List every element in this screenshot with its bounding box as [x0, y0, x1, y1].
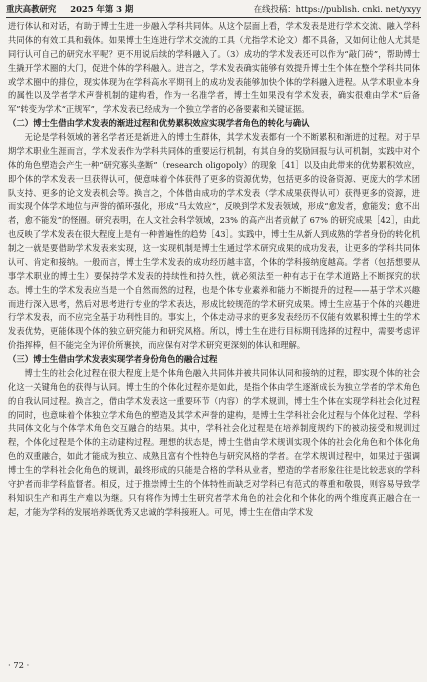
- paragraph-section-3: 博士生的社会化过程在很大程度上是个体角色融入共同体并被共同体认同和接纳的过程，即实现个体的社会化这一关键角色的获得与认同。博士生的个体化过程亦是如此，是指个体由学生逐渐成长为独立学者的学术角色的自我认同过程。换言之，借由学术发表这一重要环节（内容）的学术规训，博士生个体在实现学科社会化过程的同时，也意味着个体独立学术角色的塑造及其学术声誉的建构，是博士生学科社会化过程与个体化过程、学科共同体文化与个体学术角色交互融合的结果。其中，学科社会化过程是在培养制度规约下的被动接受和规训过程，个体化过程是个体的主动建构过程。理想的状态是，博士生借由学术规训实现个体的社会化角色和个体化角色的双重融合，如此才能成为独立、成熟且富有个性特色与研究风格的学者。在学术规训过程中，如果过于强调博士生的学科社会化角色的规训，最终形成的只能是合格的学科从业者，塑造的学者形象往往是比较悲哀的学科守护者而非学科监督者。相反，过于推崇博士生的个体特性而缺乏对学科已有范式的尊重和敬畏，则容易导致学科知识生产和再生产难以为继。只有将作为博士生研究者学术角色的社会化和个体化的两个维度真正融合在一起，才能为学科的发展培养既优秀又忠诚的学科接班人。可见，博士生在借由学术发: [8, 367, 420, 517]
- submission-url: 在线投稿：https://publish. cnki. net/yxyy: [253, 4, 421, 14]
- paragraph-continuation: 进行体认和对话，有助于博士生进一步融入学科共同体。从这个层面上看，学术发表是进行学术交流、融入学科共同体的有效工具和载体。如果博士生连进行学术交流的工具（尤指学术论文）都不具备，又如何让他人尤其是同行认可自己的研究水平呢？更不用说后续的学科融入了。（3）成功的学术发表还可以作为“敲门砖”，帮助博士生撬开学术圈的大门，促进个体的学科融入。进言之，学术发表确实能够有效提升博士生个体在整个学科共同体或学术圈中的排位，现实体现为在学科高水平期刊上的成功发表能够加快个体的学科融入进程。从学术职业本身的属性以及学者学术声誉机制的建构看，作为一名准学者，博士生如果没有学术发表，确实很难由学术“后备军”转变为学术“正规军”，学术发表已经成为一个独立学者的必备要素和关键证据。: [8, 21, 420, 115]
- section-heading-3: （三）博士生借由学术发表实现学者身份角色的融合过程: [8, 354, 218, 364]
- journal-info: [6, 2, 133, 16]
- page-number: · 72 ·: [8, 660, 30, 670]
- paragraph-section-2: 无论是学科领域的著名学者还是新进入的博士生群体，其学术发表都有一个不断累积和渐进的过程。对于早期学术职业生涯而言，学术发表作为学科共同体的重要运行机制，有其自身的奖励回报与认可机制，实践中对个体的角色塑造会产生一种“研究寡头垄断”（research oligopoly）的现象［41］以及由此带来的优势累积效应，即个体的学术发表一旦获得认可，便意味着个体获得了更多的资源优势，包括更多的设备资源、更庞大的学术团队支持、更多的论文发表机会等。换言之，个体借由成功的学术发表（学术成果获得认可）获得更多的资源，进而实现个体学术地位与声誉的循环强化，形成“马太效应”，反映到学术发表领域，形成“愈发者，愈能发；愈不出者，愈不能发”的怪圈。研究表明，在人文社会科学领域，23% 的高产出者贡献了 67% 的研究成果［42］，由此也反映了学术发表在很大程度上是有一种普遍性的趋势［43］。实践中，博士生从新人到成熟的学者身份的转化机制之一就是要借助学术发表来实现，这一实现机制是博士生通过学术研究成果的成功发表，让更多的学科共同体认可、肯定和接纳。一般而言，博士生学术发表的成功经历越丰富，个体的学科接纳度越高。学者（包括想要从事学术职业的博士生）要保持学术发表的持续性和持久性，就必须法至一种有志于在学术道路上不断探究的状态。博士生的学术发表应当是一个自然而然的过程，也是个体专业素养和能力不断提升的过程——基于学术兴趣而进行深入思考，然后对思考进行专业的学术表达，形成比较规范的学术研究成果。博士生应基于个体的兴趣进行学术发表，而不应完全基于功利性目的。事实上，个体走动寻求的更多发表经历不仅能有效累积博士生的学术发表优势，更能体现个体的独立研究能力和研究风格。所以，博士生在进行目标期刊选择的过程中，需要考虑评价指挥棒，但不能完全为评价所裹挟，而应保有对学术研究更深刻的体认和理解。: [8, 132, 420, 351]
- journal-name: 重庆高教研究: [6, 4, 57, 14]
- article-body: [8, 20, 420, 520]
- section-heading-2: （二）博士生借由学术发表的渐进过程和优势累积效应实现学者角色的转化与确认: [8, 118, 310, 129]
- page-header: [6, 2, 421, 16]
- journal-issue: 2025 年第 3 期: [70, 4, 134, 14]
- header-rule: [6, 17, 421, 18]
